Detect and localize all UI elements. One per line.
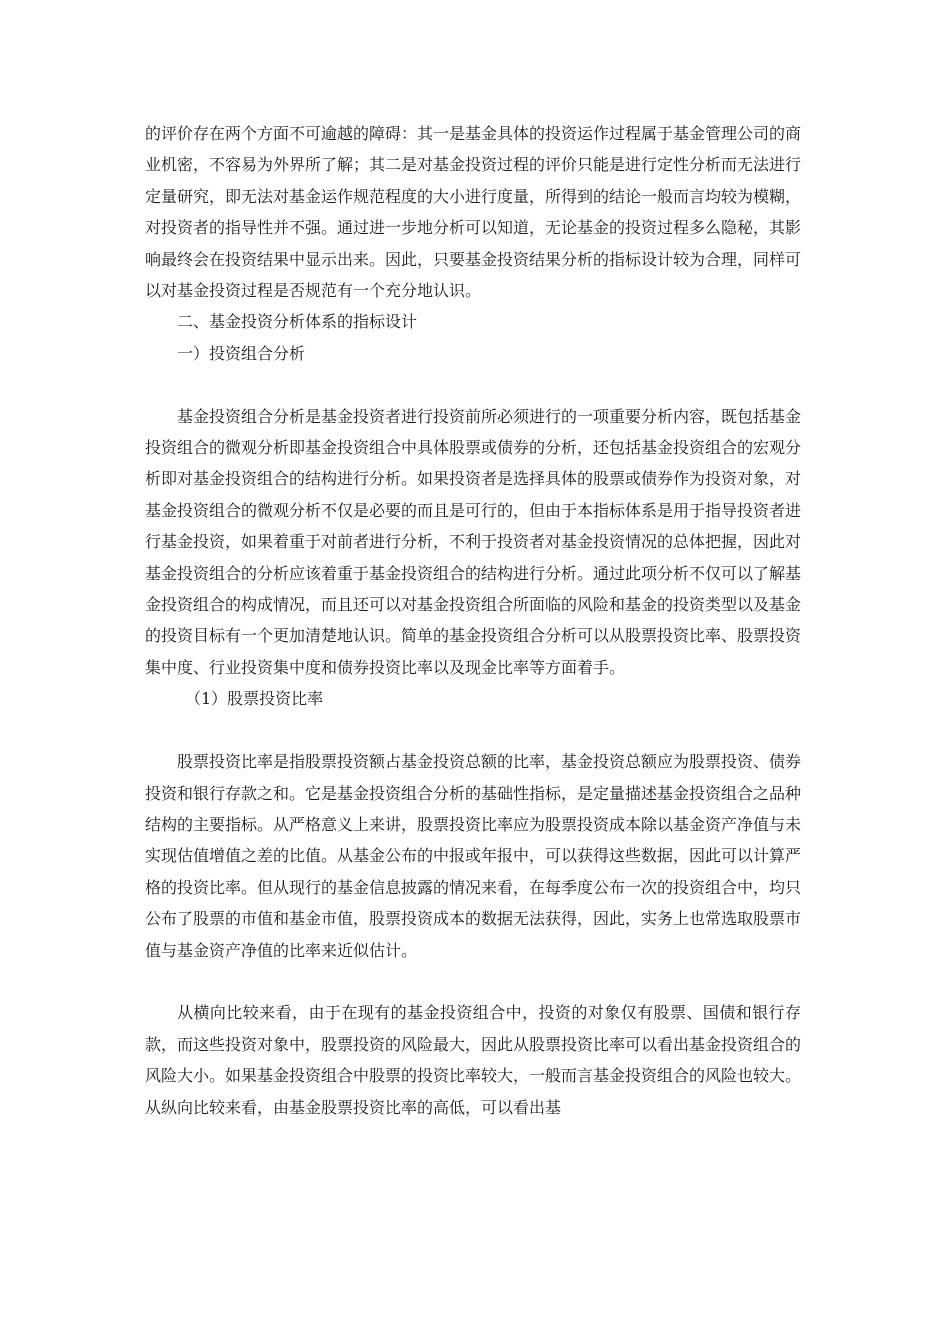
section-heading: 二、基金投资分析体系的指标设计: [177, 312, 418, 332]
paragraph-portfolio-analysis: 基金投资组合分析是基金投资者进行投资前所必须进行的一项重要分析内容，既包括基金投资组合的微观分析即基金投资组合中具体股票或债券的分析，还包括基金投资组合的宏观分析即对基金投资组合的结构进行分析。如果投资者是选择具体的股票或债券作为投资对象，对基金投资组合的微观分析不仅是必要的而且是可行的，但由于本指标体系是用于指导投资者进行基金投资，如果着重于对前者进行分析，不利于投资者对基金投资情况的总体把握，因此对基金投资组合的分析应该着重于基金投资组合的结构进行分析。通过此项分析不仅可以了解基金投资组合的构成情况，而且还可以对基金投资组合所面临的风险和基金的投资类型以及基金的投资目标有一个更加清楚地认识。简单的基金投资组合分析可以从股票投资比率、股票投资集中度、行业投资集中度和债券投资比率以及现金比率等方面着手。: [145, 406, 802, 677]
item-heading-stock-ratio: （1）股票投资比率: [185, 689, 324, 709]
subsection-heading: 一）投资组合分析: [177, 343, 306, 363]
document-page: [145, 118, 801, 1123]
paragraph-horizontal-comparison: 从横向比较来看，由于在现有的基金投资组合中，投资的对象仅有股票、国债和银行存款，而这些投资对象中，股票投资的风险最大，因此从股票投资比率可以看出基金投资组合的风险大小。如果基金投资组合中股票的投资比率较大，一般而言基金投资组合的风险也较大。从纵向比较来看，由基金股票投资比率的高低，可以看出基: [145, 1003, 802, 1117]
paragraph-continuation: 的评价存在两个方面不可逾越的障碍：其一是基金具体的投资运作过程属于基金管理公司的商业机密，不容易为外界所了解；其二是对基金投资过程的评价只能是进行定性分析而无法进行定量研究，即无法对基金运作规范程度的大小进行度量，所得到的结论一般而言均较为模糊，对投资者的指导性并不强。通过进一步地分析可以知道，无论基金的投资过程多么隐秘，其影响最终会在投资结果中显示出来。因此，只要基金投资结果分析的指标设计较为合理，同样可以对基金投资过程是否规范有一个充分地认识。: [145, 124, 802, 301]
paragraph-stock-ratio-definition: 股票投资比率是指股票投资额占基金投资总额的比率，基金投资总额应为股票投资、债券投资和银行存款之和。它是基金投资组合分析的基础性指标，是定量描述基金投资组合之品种结构的主要指标。从严格意义上来讲，股票投资比率应为股票投资成本除以基金资产净值与未实现估值增值之差的比值。从基金公布的中报或年报中，可以获得这些数据，因此可以计算严格的投资比率。但从现行的基金信息披露的情况来看，在每季度公布一次的投资组合中，均只公布了股票的市值和基金市值，股票投资成本的数据无法获得，因此，实务上也常选取股票市值与基金资产净值的比率来近似估计。: [145, 752, 802, 960]
